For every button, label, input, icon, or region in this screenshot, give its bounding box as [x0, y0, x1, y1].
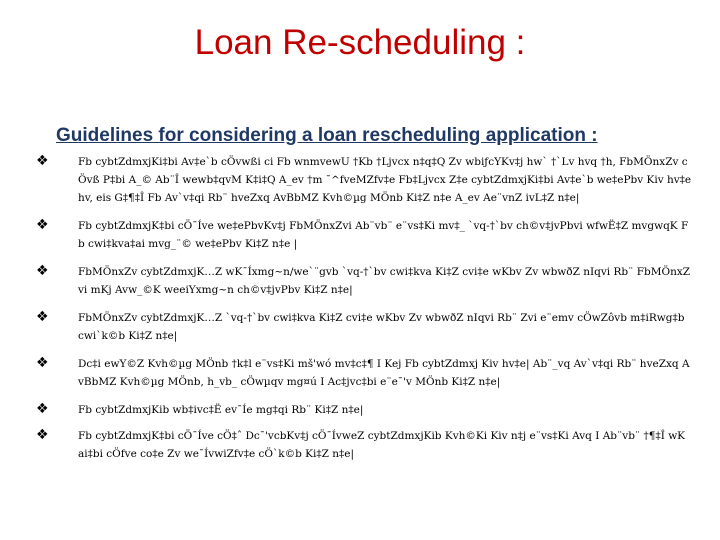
diamond-bullet-icon: ❖ [36, 355, 49, 371]
list-item-text: Fb cybtZdmxjK‡bi cÖ¯Íve cÖ‡ˆ Dc¯'vcbKv‡j cÖ¯ÍvweZ cybtZdmxjKib Kvh©Ki Kiv n‡j e¨vs‡Ki Avq I Ab¨vb¨ †¶‡Î wK ai‡bi cÖfve co‡e Zv we¯ÍvwiZfv‡e cÖ`k©b Ki‡Z n‡e| [78, 430, 686, 460]
list-item [36, 217, 692, 253]
list-item [36, 355, 692, 391]
list-item [36, 263, 692, 299]
page-title: Loan Re-scheduling : [194, 23, 526, 62]
diamond-bullet-icon: ❖ [36, 401, 49, 417]
list-item [36, 427, 692, 463]
diamond-bullet-icon: ❖ [36, 217, 49, 233]
list-item [36, 153, 692, 207]
list-item-text: FbMÖnxZv cybtZdmxjK…Z wK¯Íxmg~n/we`¨gvb `vq-†`bv cwi‡kva Ki‡Z cvi‡e wKbv Zv wbwðZ nIqvi Rb¨ FbMÖnxZvi mKj Avw_©K weeiYxmg~n ch©v‡jvPbv Ki‡Z n‡e| [78, 266, 691, 296]
diamond-bullet-icon: ❖ [36, 427, 49, 443]
list-item [36, 401, 692, 419]
guideline-list [36, 153, 692, 473]
list-item-text: Fb cybtZdmxjKib wb‡ivc‡Ë ev¯Íe mg‡qi Rb¨ Ki‡Z n‡e| [78, 404, 364, 416]
diamond-bullet-icon: ❖ [36, 309, 49, 325]
list-item-text: Fb cybtZdmxjK‡bi cÖ¯Íve we‡ePbvKv‡j FbMÖnxZvi Ab¨vb¨ e¨vs‡Ki mv‡_ `vq-†`bv ch©v‡jvPbvi wfwË‡Z mvgwqK Fb cwi‡kva‡ai mvg_¨© we‡ePbv Ki‡Z n‡e | [78, 220, 689, 250]
diamond-bullet-icon: ❖ [36, 263, 49, 279]
section-subtitle: Guidelines for considering a loan rescheduling application : [56, 125, 598, 146]
list-item [36, 309, 692, 345]
list-item-text: Fb cybtZdmxjKi‡bi Av‡e`b cÖvwßi ci Fb wnmvewU †Kb †Ljvcx n‡q‡Q Zv wbiƒcYKv‡j hw` †`Lv hvq †h, FbMÖnxZv cÖvß P‡bi A_© Ab¨Î wewb‡qvM K‡i‡Q A_ev †m ¯^fveMZfv‡e Fb‡Ljvcx Z‡e cybtZdmxjKi‡bi Av‡e`b we‡ePbv Kiv hv‡e hv, eis G‡¶‡Î Fb Av`v‡qi Rb¨ hveZxq AvBbMZ Kvh©µg MÖnb Ki‡Z n‡e A_ev Ae¨vnZ ivL‡Z n‡e| [78, 156, 692, 204]
diamond-bullet-icon: ❖ [36, 153, 49, 169]
list-item-text: FbMÖnxZv cybtZdmxjK…Z `vq-†`bv cwi‡kva Ki‡Z cvi‡e wKbv Zv wbwðZ nIqvi Rb¨ Zvi e¨emv cÖwZôvb m‡iRwg‡b cwi`k©b Ki‡Z n‡e| [78, 312, 685, 342]
list-item-text: Dc‡i ewY©Z Kvh©µg MÖnb †k‡l e¨vs‡Ki mš'wó mv‡c‡¶ I Kej Fb cybtZdmxj Kiv hv‡e| Ab¨_vq Av`v‡qi Rb¨ hveZxq AvBbMZ Kvh©µg MÖnb, h_vb_ cÖwµqv mg¤ú I Ac‡jvc‡bi e¨e¯'v MÖnb Ki‡Z n‡e| [78, 358, 690, 388]
